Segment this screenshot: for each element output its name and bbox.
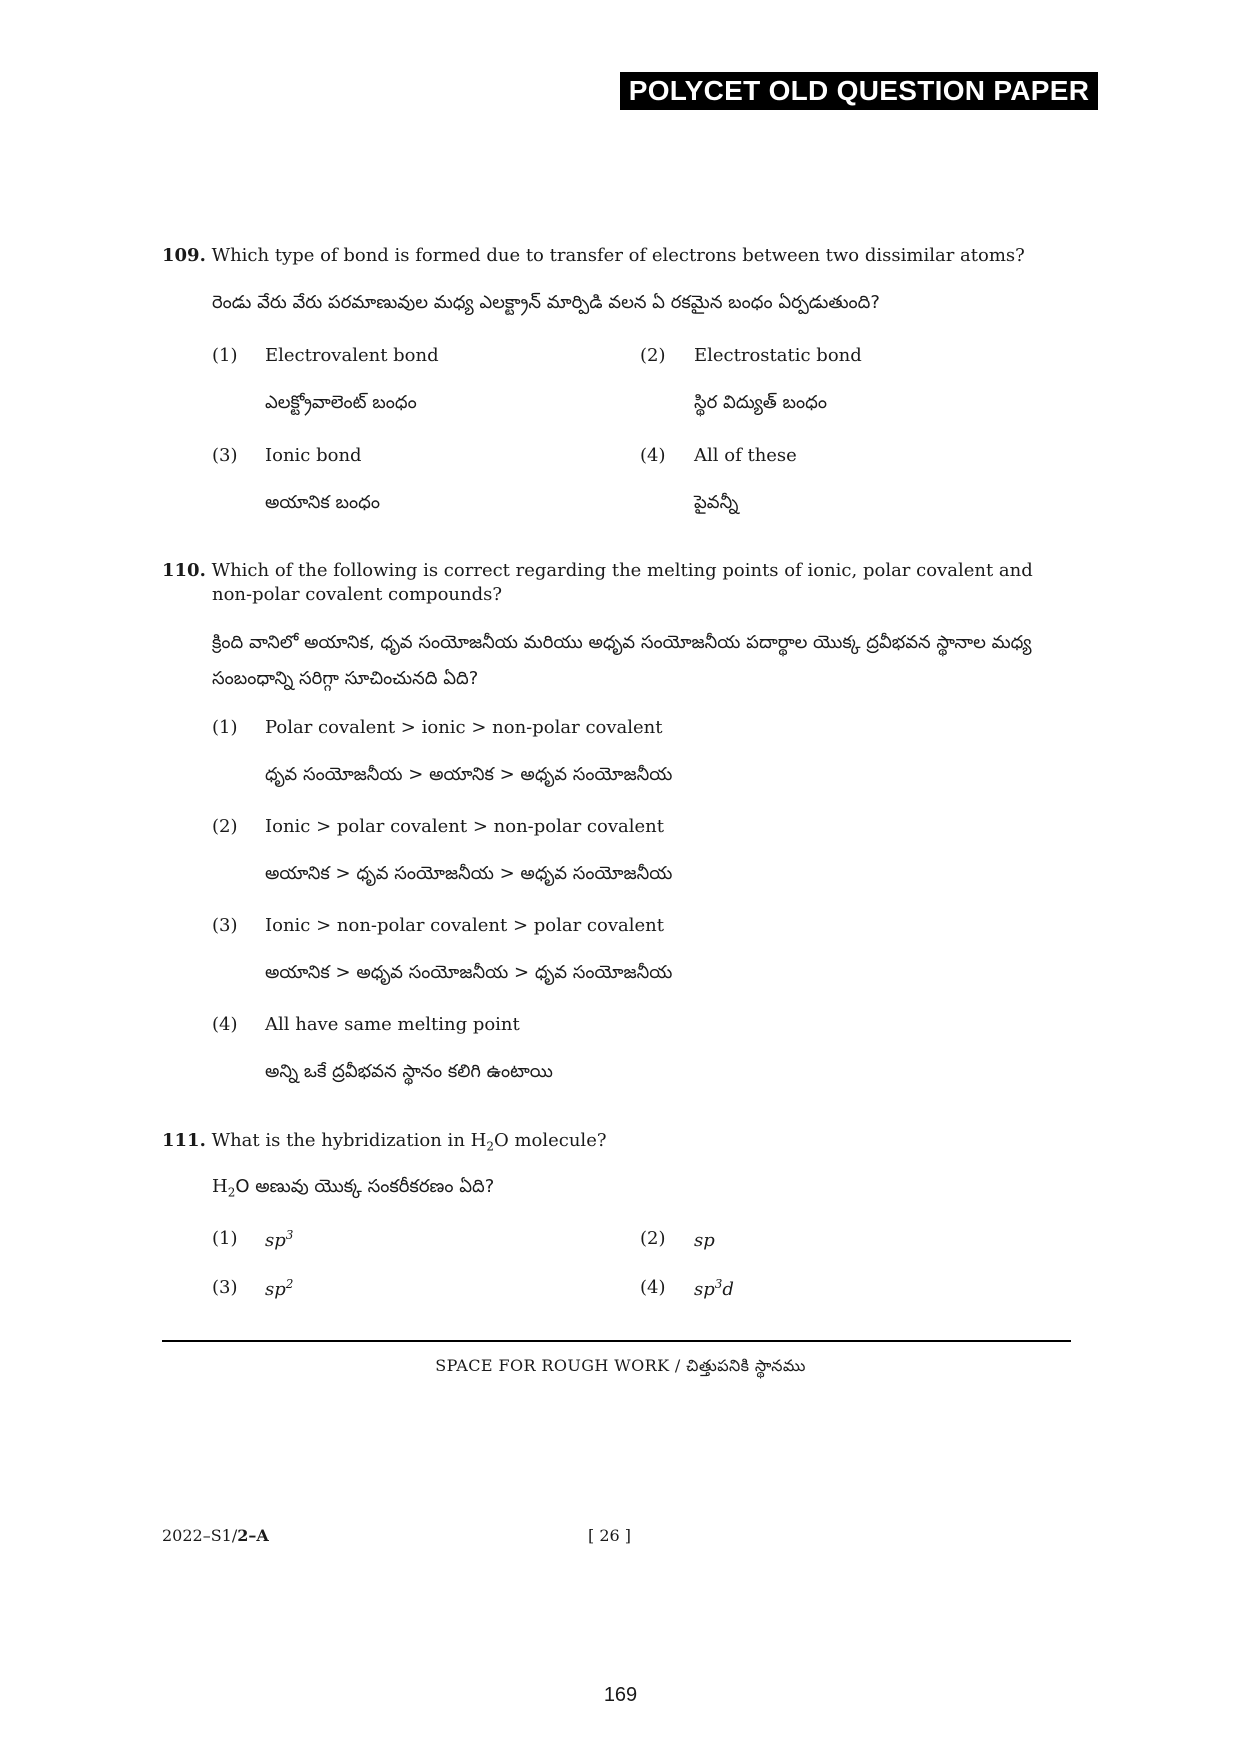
option-number: (3) xyxy=(212,1277,238,1298)
option-number: (2) xyxy=(640,345,666,366)
question-text-te xyxy=(212,1176,494,1201)
option-formula xyxy=(265,1228,293,1251)
option-text-en: Polar covalent > ionic > non-polar covalent xyxy=(265,717,663,738)
option-text-te: స్థిర విద్యుత్ బంధం xyxy=(694,392,827,413)
option-number: (2) xyxy=(212,816,238,837)
question-text-en-cont: non-polar covalent compounds? xyxy=(212,584,502,605)
formula-h: H xyxy=(212,1176,228,1197)
option-text-te: అయానిక > ధృవ సంయోజనీయ > అధృవ సంయోజనీయ xyxy=(265,863,673,884)
question-text-en: Which of the following is correct regarding the melting points of ionic, polar covalent and xyxy=(211,560,1033,581)
option-number: (3) xyxy=(212,445,238,466)
question-text-te: క్రింది వానిలో అయానిక, ధృవ సంయోజనీయ మరియు అధృవ సంయోజనీయ పదార్థాల యొక్క ద్రవీభవన స్థానాల మధ్య xyxy=(212,632,1032,653)
option-text-te: అయానిక బంధం xyxy=(265,492,380,513)
option-number: (4) xyxy=(640,445,666,466)
question-text-en-post: O molecule? xyxy=(493,1130,607,1151)
option-number: (1) xyxy=(212,717,238,738)
question-number: 109. xyxy=(162,245,206,266)
option-number: (1) xyxy=(212,345,238,366)
question-109 xyxy=(162,245,1025,266)
option-number: (3) xyxy=(212,915,238,936)
superscript: 3 xyxy=(714,1277,723,1291)
option-text-te: పైవన్నీ xyxy=(694,492,739,513)
option-text-en: Ionic > non-polar covalent > polar covalent xyxy=(265,915,664,936)
option-text-te: ఎలక్ట్రోవాలెంట్ బంధం xyxy=(265,392,417,413)
rough-work-label: SPACE FOR ROUGH WORK / చిత్తుపనికి స్థానము xyxy=(435,1356,806,1375)
question-text-te: రెండు వేరు వేరు పరమాణువుల మధ్య ఎలక్ట్రాన్ మార్పిడి వలన ఏ రకమైన బంధం ఏర్పడుతుంది? xyxy=(212,292,880,313)
formula-base: sp xyxy=(694,1230,715,1251)
subscript: 2 xyxy=(227,1185,236,1200)
formula-base: sp xyxy=(265,1230,286,1251)
option-text-en: Electrovalent bond xyxy=(265,345,439,366)
question-text-en: Which type of bond is formed due to transfer of electrons between two dissimilar atoms? xyxy=(211,245,1025,266)
page-number: 169 xyxy=(603,1684,638,1706)
formula-tail: d xyxy=(722,1279,734,1300)
option-text-en: Ionic > polar covalent > non-polar covalent xyxy=(265,816,664,837)
option-formula xyxy=(694,1228,715,1251)
option-text-te: ధృవ సంయోజనీయ > అయానిక > అధృవ సంయోజనీయ xyxy=(265,764,673,785)
option-text-te: అయానిక > అధృవ సంయోజనీయ > ధృవ సంయోజనీయ xyxy=(265,962,673,983)
option-text-en: All have same melting point xyxy=(265,1014,520,1035)
paper-code-prefix: 2022–S1/ xyxy=(162,1526,238,1545)
option-formula xyxy=(694,1277,734,1300)
option-text-en: Electrostatic bond xyxy=(694,345,862,366)
question-111 xyxy=(162,1130,607,1154)
paper-code xyxy=(162,1526,269,1545)
superscript: 2 xyxy=(285,1277,294,1291)
option-formula xyxy=(265,1277,293,1300)
divider xyxy=(162,1340,1071,1342)
subscript: 2 xyxy=(486,1139,494,1154)
question-110 xyxy=(162,560,1033,581)
question-number: 110. xyxy=(162,560,206,581)
question-text-te-post: O అణువు యొక్క సంకరీకరణం ఏది? xyxy=(235,1176,495,1197)
paper-code-suffix: 2–A xyxy=(237,1526,269,1545)
header-banner: POLYCET OLD QUESTION PAPER xyxy=(620,72,1098,110)
question-number: 111. xyxy=(162,1130,206,1151)
option-number: (4) xyxy=(640,1277,666,1298)
option-text-en: Ionic bond xyxy=(265,445,362,466)
formula-base: sp xyxy=(694,1279,715,1300)
option-number: (1) xyxy=(212,1228,238,1249)
superscript: 3 xyxy=(285,1228,294,1242)
option-number: (4) xyxy=(212,1014,238,1035)
page-bracket: [ 26 ] xyxy=(588,1526,632,1545)
option-number: (2) xyxy=(640,1228,666,1249)
question-text-en-pre: What is the hybridization in H xyxy=(211,1130,487,1151)
formula-base: sp xyxy=(265,1279,286,1300)
option-text-en: All of these xyxy=(694,445,797,466)
question-text-te-cont: సంబంధాన్ని సరిగ్గా సూచించునది ఏది? xyxy=(212,668,479,689)
option-text-te: అన్ని ఒకే ద్రవీభవన స్థానం కలిగి ఉంటాయి xyxy=(265,1061,553,1082)
